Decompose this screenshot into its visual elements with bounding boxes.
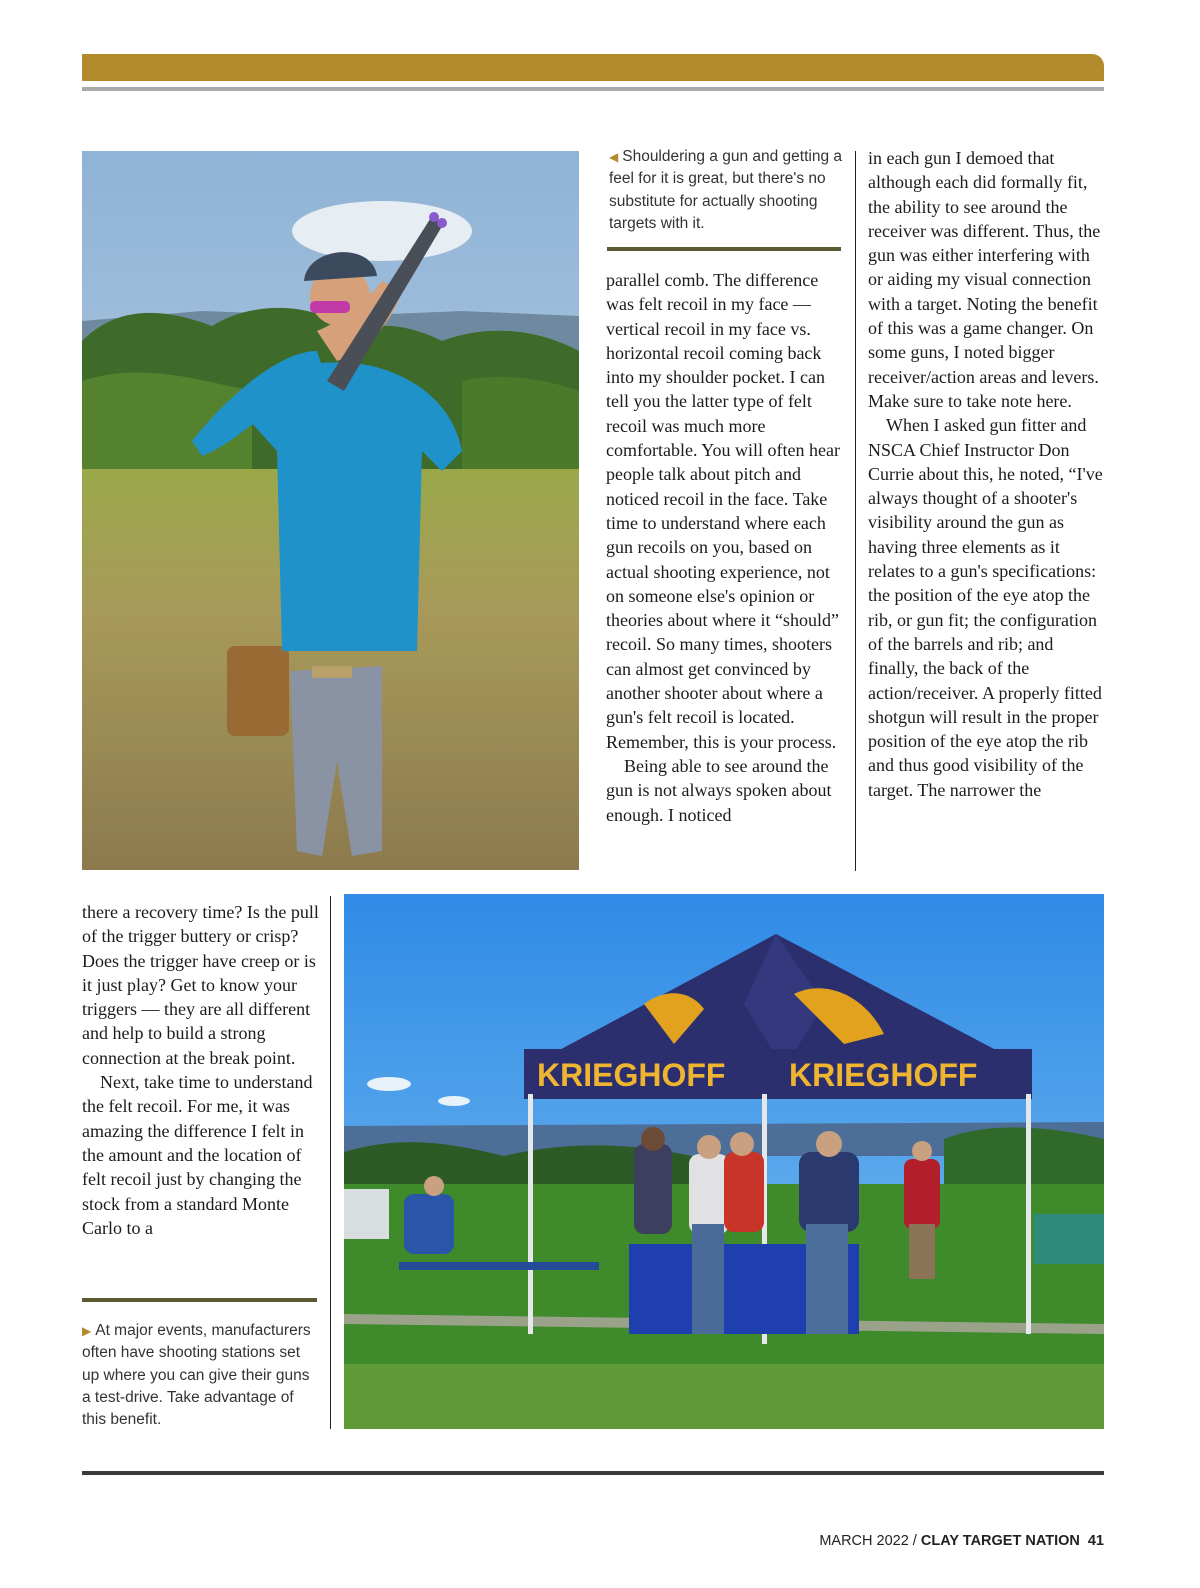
footer-separator: /	[908, 1533, 921, 1549]
caption-bottom-text: At major events, manufacturers often have shooting stations set up where you can give their guns a test-drive. Take advantage of this benefit.	[82, 1322, 311, 1429]
header-rule	[82, 87, 1104, 91]
caption-right-arrow-icon: ▶	[82, 1324, 92, 1338]
body-column-bottom	[82, 900, 319, 1240]
paragraph: When I asked gun fitter and NSCA Chief Instructor Don Currie about this, he noted, “I've always thought of a shooter's visibility around the gun as having three elements as it relates to a gun's specifications: the position of the eye atop the rib, or gun fit; the configuration of the barrels and rib; and finally, the back of the action/receiver. A properly fitted shotgun will result in the proper position of the eye atop the rib and thus good visibility of the target. The narrower the	[868, 415, 1103, 800]
photo-caption-bottom	[82, 1320, 318, 1431]
tent-brand-right: KRIEGHOFF	[789, 1057, 978, 1093]
paragraph: parallel comb. The difference was felt recoil in my face — vertical recoil in my face vs. horizontal recoil coming back into my shoulder pocket. I can tell you the latter type of felt recoil was much more comfortable. You will often hear people talk about pitch and noticed recoil in the face. Take time to understand where each gun recoils on you, based on actual shooting experience, not on someone else's opinion or theories about where it “should” recoil. So many times, shooters can almost get convinced by another shooter about where a gun's felt recoil is located. Remember, this is your process.	[606, 270, 840, 752]
paragraph: in each gun I demoed that although each did formally fit, the ability to see around the receiver was different. Thus, the gun was either interfering with or aiding my visual connection with a target. Noting the benefit of this was a game changer. On some guns, I noted bigger receiver/action areas and levers. Make sure to take note here.	[868, 148, 1101, 411]
shooter-photo	[82, 151, 579, 870]
footer-issue: MARCH 2022	[819, 1533, 909, 1549]
body-column-right	[868, 146, 1106, 802]
page-number: 41	[1087, 1533, 1104, 1549]
caption-bottom-rule	[82, 1298, 317, 1302]
page-footer	[819, 1533, 1104, 1549]
caption-top-text: Shouldering a gun and getting a feel for it is great, but there's no substitute for actually shooting targets with it.	[609, 148, 842, 232]
tent-brand-left: KRIEGHOFF	[537, 1057, 726, 1093]
caption-left-arrow-icon: ◀	[609, 150, 619, 164]
photo-caption-top	[609, 146, 844, 235]
paragraph: there a recovery time? Is the pull of the trigger buttery or crisp? Does the trigger have creep or is it just play? Get to know your triggers — they are all different and help to build a strong connection at the break point.	[82, 902, 319, 1068]
paragraph: Next, take time to understand the felt recoil. For me, it was amazing the difference I felt in the amount and the location of felt recoil just by changing the stock from a standard Monte Carlo to a	[82, 1072, 313, 1238]
krieghoff-tent-photo	[344, 894, 1104, 1429]
header-accent-bar	[82, 54, 1104, 81]
caption-top-rule	[607, 247, 841, 251]
footer-rule	[82, 1471, 1104, 1475]
column-divider	[855, 151, 856, 871]
paragraph: Being able to see around the gun is not always spoken about enough. I noticed	[606, 755, 832, 825]
footer-publication: CLAY TARGET NATION	[920, 1533, 1080, 1549]
body-column-middle	[606, 268, 842, 827]
column-divider	[330, 896, 331, 1429]
